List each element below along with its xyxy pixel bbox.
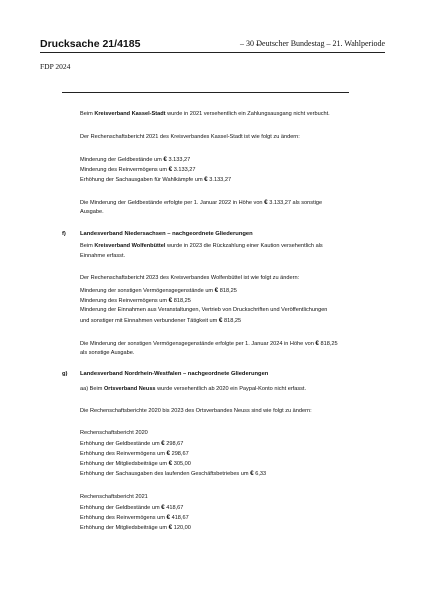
section-f-line-2: Minderung des Reinvermögens um € 818,25 bbox=[80, 297, 191, 304]
section-f-intro: Beim Kreisverband Wolfenbüttel wurde in 2023 die Rückzahlung einer Kaution versehentlich als bbox=[80, 243, 323, 249]
section-g-number: g) bbox=[62, 371, 68, 377]
section-f-intro-line-2: Einnahme erfasst. bbox=[80, 253, 126, 259]
report-2020-title: Rechenschaftsbericht 2020 bbox=[80, 430, 148, 436]
page-number: – 30 – bbox=[240, 39, 260, 48]
report-2021-line-2: Erhöhung des Reinvermögens um € 418,67 bbox=[80, 514, 189, 521]
report-2021-line-1: Erhöhung der Geldbestände um € 418,67 bbox=[80, 504, 184, 511]
section-g-title: Landesverband Nordrhein-Westfalen – nachgeordnete Gliederungen bbox=[80, 371, 269, 377]
report-2021-line-3: Erhöhung der Mitgliedsbeiträge um € 120,00 bbox=[80, 524, 191, 531]
report-2021-title: Rechenschaftsbericht 2021 bbox=[80, 494, 148, 500]
kassel-line-3: Erhöhung der Sachausgaben für Wahlkämpfe um € 3.133,27 bbox=[80, 176, 232, 183]
section-f-line-3b: und sonstiger mit Einnahmen verbundener Tätigkeit um € 818,25 bbox=[80, 317, 242, 324]
section-f-title: Landesverband Niedersachsen – nachgeordnete Gliederungen bbox=[80, 231, 253, 237]
report-2020-line-2: Erhöhung des Reinvermögens um € 298,67 bbox=[80, 450, 189, 457]
section-f-line-3: Minderung der Einnahmen aus Veranstaltungen, Vertrieb von Druckschriften und Veröffentlichungen bbox=[80, 307, 328, 313]
kassel-change-note: Der Rechenschaftsbericht 2021 des Kreisverbandes Kassel-Stadt ist wie folgt zu ändern: bbox=[80, 134, 300, 140]
page-header bbox=[40, 38, 385, 53]
kassel-line-2: Minderung des Reinvermögens um € 3.133,27 bbox=[80, 166, 196, 173]
doc-prefix: Drucksache 21/ bbox=[40, 38, 118, 50]
report-2020-line-1: Erhöhung der Geldbestände um € 298,67 bbox=[80, 440, 184, 447]
kassel-intro: Beim Kreisverband Kassel-Stadt wurde in 2021 versehentlich ein Zahlungsausgang nicht verbucht. bbox=[80, 111, 330, 117]
section-f-line-4: Die Minderung der sonstigen Vermögensgegenstände erfolgte per 1. Januar 2024 in Höhe von € 818,25 bbox=[80, 340, 338, 347]
section-f-line-5: als sonstige Ausgabe. bbox=[80, 350, 135, 356]
kassel-line-5: Ausgabe. bbox=[80, 209, 104, 215]
section-f-number: f) bbox=[62, 231, 66, 237]
section-g-intro: aa) Beim Ortsverband Neuss wurde versehentlich ab 2020 ein Paypal-Konto nicht erfasst. bbox=[80, 386, 307, 392]
report-2020-line-3: Erhöhung der Mitgliedsbeiträge um € 305,00 bbox=[80, 460, 191, 467]
kassel-line-4: Die Minderung der Geldbestände erfolgte per 1. Januar 2022 in Höhe von € 3.133,27 als sonstige bbox=[80, 199, 323, 206]
document-number bbox=[40, 38, 140, 50]
publication-title: Deutscher Bundestag – 21. Wahlperiode bbox=[256, 39, 385, 48]
doc-number: 4185 bbox=[117, 38, 141, 50]
kassel-line-1: Minderung der Geldbestände um € 3.133,27 bbox=[80, 156, 191, 163]
party-label: FDP 2024 bbox=[40, 62, 71, 71]
section-f-line-1: Minderung der sonstigen Vermögensgegenstände um € 818,25 bbox=[80, 287, 237, 294]
divider bbox=[62, 92, 349, 93]
section-f-change-note: Der Rechenschaftsbericht 2023 des Kreisverbandes Wolfenbüttel ist wie folgt zu ändern: bbox=[80, 275, 300, 281]
report-2020-line-4: Erhöhung der Sachausgaben des laufenden Geschäftsbetriebes um € 6,33 bbox=[80, 470, 267, 477]
section-g-change-note: Die Rechenschaftsberichte 2020 bis 2023 des Ortsverbandes Neuss sind wie folgt zu ändern: bbox=[80, 408, 312, 414]
